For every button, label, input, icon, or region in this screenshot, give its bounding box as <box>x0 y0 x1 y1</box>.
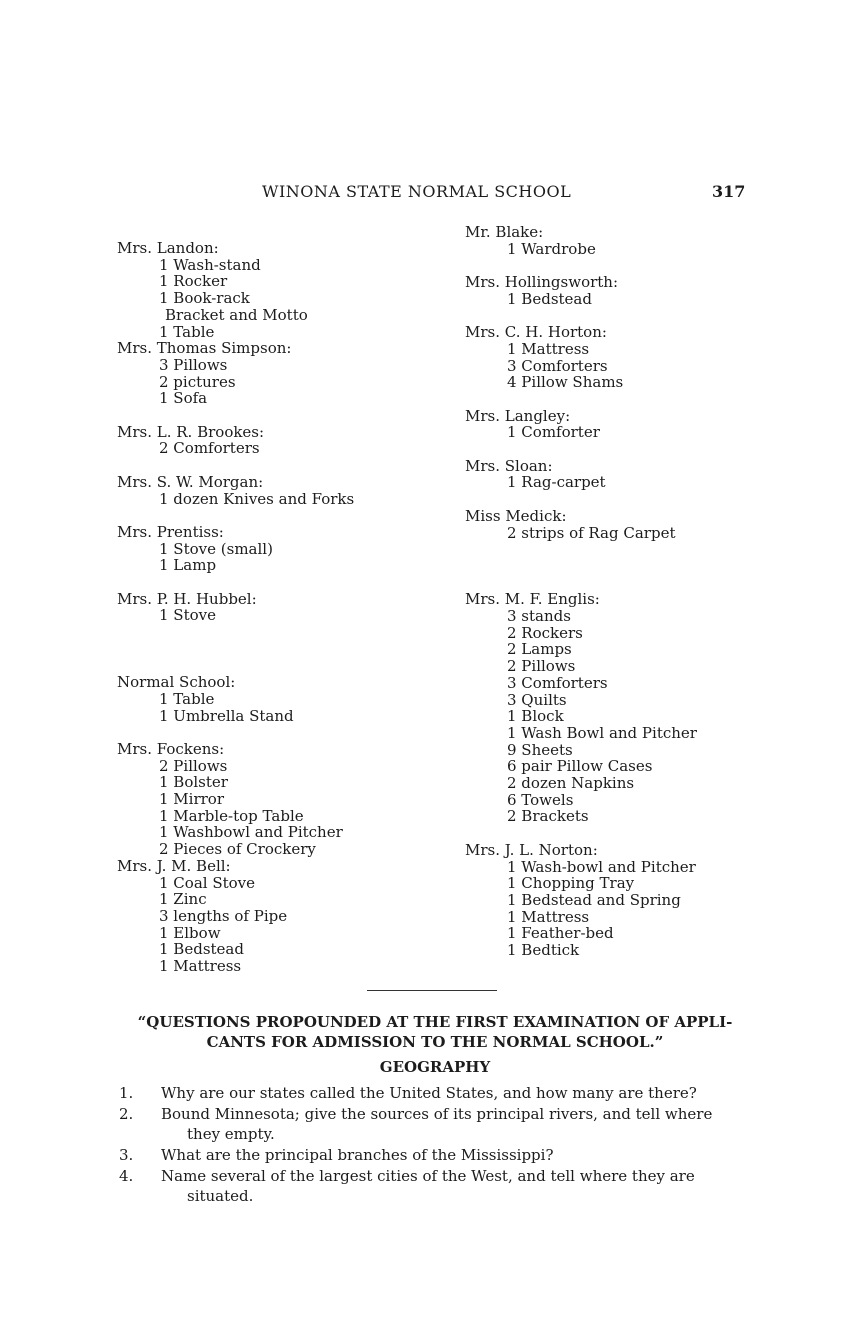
donated-item: 1 Mirror <box>159 790 225 809</box>
donated-item: 1 Bedstead <box>159 940 244 959</box>
donor-name: Mrs. J. M. Bell: <box>117 856 231 875</box>
donated-item: 1 Table <box>159 322 215 341</box>
donated-item: 2 pictures <box>159 372 236 391</box>
donor-name: Mrs. Landon: <box>117 239 219 257</box>
donated-item: 1 Wardrobe <box>507 239 596 258</box>
question-number: 4. <box>119 1167 134 1185</box>
donated-item: 4 Pillow Shams <box>507 373 624 392</box>
donated-item: 2 strips of Rag Carpet <box>507 523 676 542</box>
donor-name: Mrs. L. R. Brookes: <box>117 422 265 441</box>
donated-item: 1 Bedstead <box>507 289 592 308</box>
donor-name: Mrs. Prentiss: <box>117 522 224 541</box>
donor-name: Normal School: <box>117 673 236 692</box>
donor-list-left <box>117 240 447 975</box>
subject-heading: GEOGRAPHY <box>379 1058 491 1076</box>
donated-item: 1 Coal Stove <box>159 873 256 892</box>
donated-item: 3 stands <box>507 606 571 625</box>
question-list <box>119 1083 764 1207</box>
donor-name: Mrs. Hollingsworth: <box>465 273 619 292</box>
donated-item: 1 Marble-top Table <box>159 806 304 825</box>
exam-heading-line: “QUESTIONS PROPOUNDED AT THE FIRST EXAMINATION OF APPLI- <box>137 1013 733 1031</box>
donated-item: 2 dozen Napkins <box>507 774 635 793</box>
exam-heading-line: CANTS FOR ADMISSION TO THE NORMAL SCHOOL.” <box>206 1033 664 1051</box>
donated-item: 9 Sheets <box>507 740 573 759</box>
donated-item: 3 Quilts <box>507 690 567 709</box>
donated-item: 3 Comforters <box>507 673 608 692</box>
donated-item: 2 Pillows <box>159 756 228 775</box>
donated-item: 1 Wash-stand <box>159 255 261 274</box>
donor-entry <box>465 458 765 491</box>
donated-item: 1 Feather-bed <box>507 924 614 943</box>
donated-item: 1 Mattress <box>507 339 590 358</box>
donated-item: 1 Mattress <box>159 957 242 976</box>
donated-item: 6 Towels <box>507 790 574 809</box>
donor-name: Mrs. P. H. Hubbel: <box>117 589 257 608</box>
donor-list-right <box>465 224 765 959</box>
donor-entry <box>117 858 447 975</box>
donor-entry <box>465 224 765 257</box>
donated-item: 1 Umbrella Stand <box>159 706 294 725</box>
donor-name: Mr. Blake: <box>465 223 544 241</box>
donor-entry <box>117 240 447 340</box>
donor-name: Mrs. C. H. Horton: <box>465 323 607 342</box>
donor-entry <box>117 741 447 858</box>
donor-entry <box>117 340 447 407</box>
donor-entry <box>465 324 765 391</box>
question-text: Name several of the largest cities of the West, and tell where they are <box>161 1167 695 1185</box>
question-number: 2. <box>119 1105 134 1123</box>
donated-item: 1 Zinc <box>159 890 207 909</box>
donor-entry <box>117 524 447 574</box>
donated-item: 3 Comforters <box>507 356 608 375</box>
question-item <box>119 1145 764 1165</box>
donated-item: 1 Chopping Tray <box>507 874 635 893</box>
donated-item: 2 Brackets <box>507 807 589 826</box>
donated-item: 3 Pillows <box>159 355 228 374</box>
donated-item: 1 Wash Bowl and Pitcher <box>507 723 697 742</box>
donated-item: 1 Washbowl and Pitcher <box>159 823 343 842</box>
donor-entry <box>465 591 765 825</box>
donated-item: 2 Pieces of Crockery <box>159 840 316 859</box>
question-text-continued: they empty. <box>187 1125 275 1143</box>
donor-entry <box>465 842 765 959</box>
donor-name: Mrs. M. F. Englis: <box>465 590 600 609</box>
running-title: WINONA STATE NORMAL SCHOOL <box>262 182 572 201</box>
donor-entry <box>465 274 765 307</box>
section-divider <box>367 990 497 991</box>
donated-item: 1 Table <box>159 689 215 708</box>
donated-item: 2 Pillows <box>507 657 576 676</box>
donated-item: 2 Comforters <box>159 439 260 458</box>
donor-name: Mrs. Langley: <box>465 406 571 425</box>
donated-item: 3 lengths of Pipe <box>159 906 288 925</box>
question-text-continued: situated. <box>187 1187 254 1205</box>
donated-item: 1 Bolster <box>159 773 228 792</box>
question-item <box>119 1083 764 1103</box>
donated-item: 2 Lamps <box>507 640 572 659</box>
donated-item: 1 Elbow <box>159 923 221 942</box>
donor-entry <box>117 424 447 457</box>
donor-name: Mrs. S. W. Morgan: <box>117 472 264 491</box>
donated-item: 6 pair Pillow Cases <box>507 757 653 776</box>
donated-item: 1 Book-rack <box>159 289 250 308</box>
page-number: 317 <box>712 182 746 201</box>
donor-name: Mrs. Fockens: <box>117 739 225 758</box>
donated-item: 1 Comforter <box>507 423 600 442</box>
donated-item: 1 Rag-carpet <box>507 473 606 492</box>
donated-item: 1 Stove <box>159 606 216 625</box>
donated-item: 1 dozen Knives and Forks <box>159 489 355 508</box>
donated-item: 1 Lamp <box>159 556 217 575</box>
donated-item: 1 Bedtick <box>507 941 580 960</box>
question-text: Bound Minnesota; give the sources of its principal rivers, and tell where <box>161 1105 713 1123</box>
donor-name: Mrs. J. L. Norton: <box>465 840 598 859</box>
question-item <box>119 1104 764 1144</box>
donated-item: 1 Mattress <box>507 907 590 926</box>
donated-item: 2 Rockers <box>507 623 583 642</box>
question-text: What are the principal branches of the Mississippi? <box>161 1146 554 1164</box>
donor-entry <box>117 474 447 507</box>
donated-item: 1 Rocker <box>159 272 228 291</box>
donor-entry <box>465 408 765 441</box>
donated-item: 1 Sofa <box>159 389 208 408</box>
donor-entry <box>117 591 447 624</box>
question-item <box>119 1166 764 1206</box>
donor-entry <box>117 674 447 724</box>
donor-name: Mrs. Sloan: <box>465 456 553 475</box>
question-text: Why are our states called the United States, and how many are there? <box>161 1084 697 1102</box>
donor-name: Mrs. Thomas Simpson: <box>117 339 292 358</box>
donated-item: 1 Stove (small) <box>159 539 273 558</box>
donated-item: Bracket and Motto <box>165 305 308 324</box>
donor-name: Miss Medick: <box>465 506 567 525</box>
donated-item: 1 Block <box>507 707 564 726</box>
question-number: 3. <box>119 1146 134 1164</box>
donor-entry <box>465 508 765 541</box>
donated-item: 1 Bedstead and Spring <box>507 890 681 909</box>
donated-item: 1 Wash-bowl and Pitcher <box>507 857 696 876</box>
exam-heading <box>105 1012 765 1052</box>
question-number: 1. <box>119 1084 134 1102</box>
